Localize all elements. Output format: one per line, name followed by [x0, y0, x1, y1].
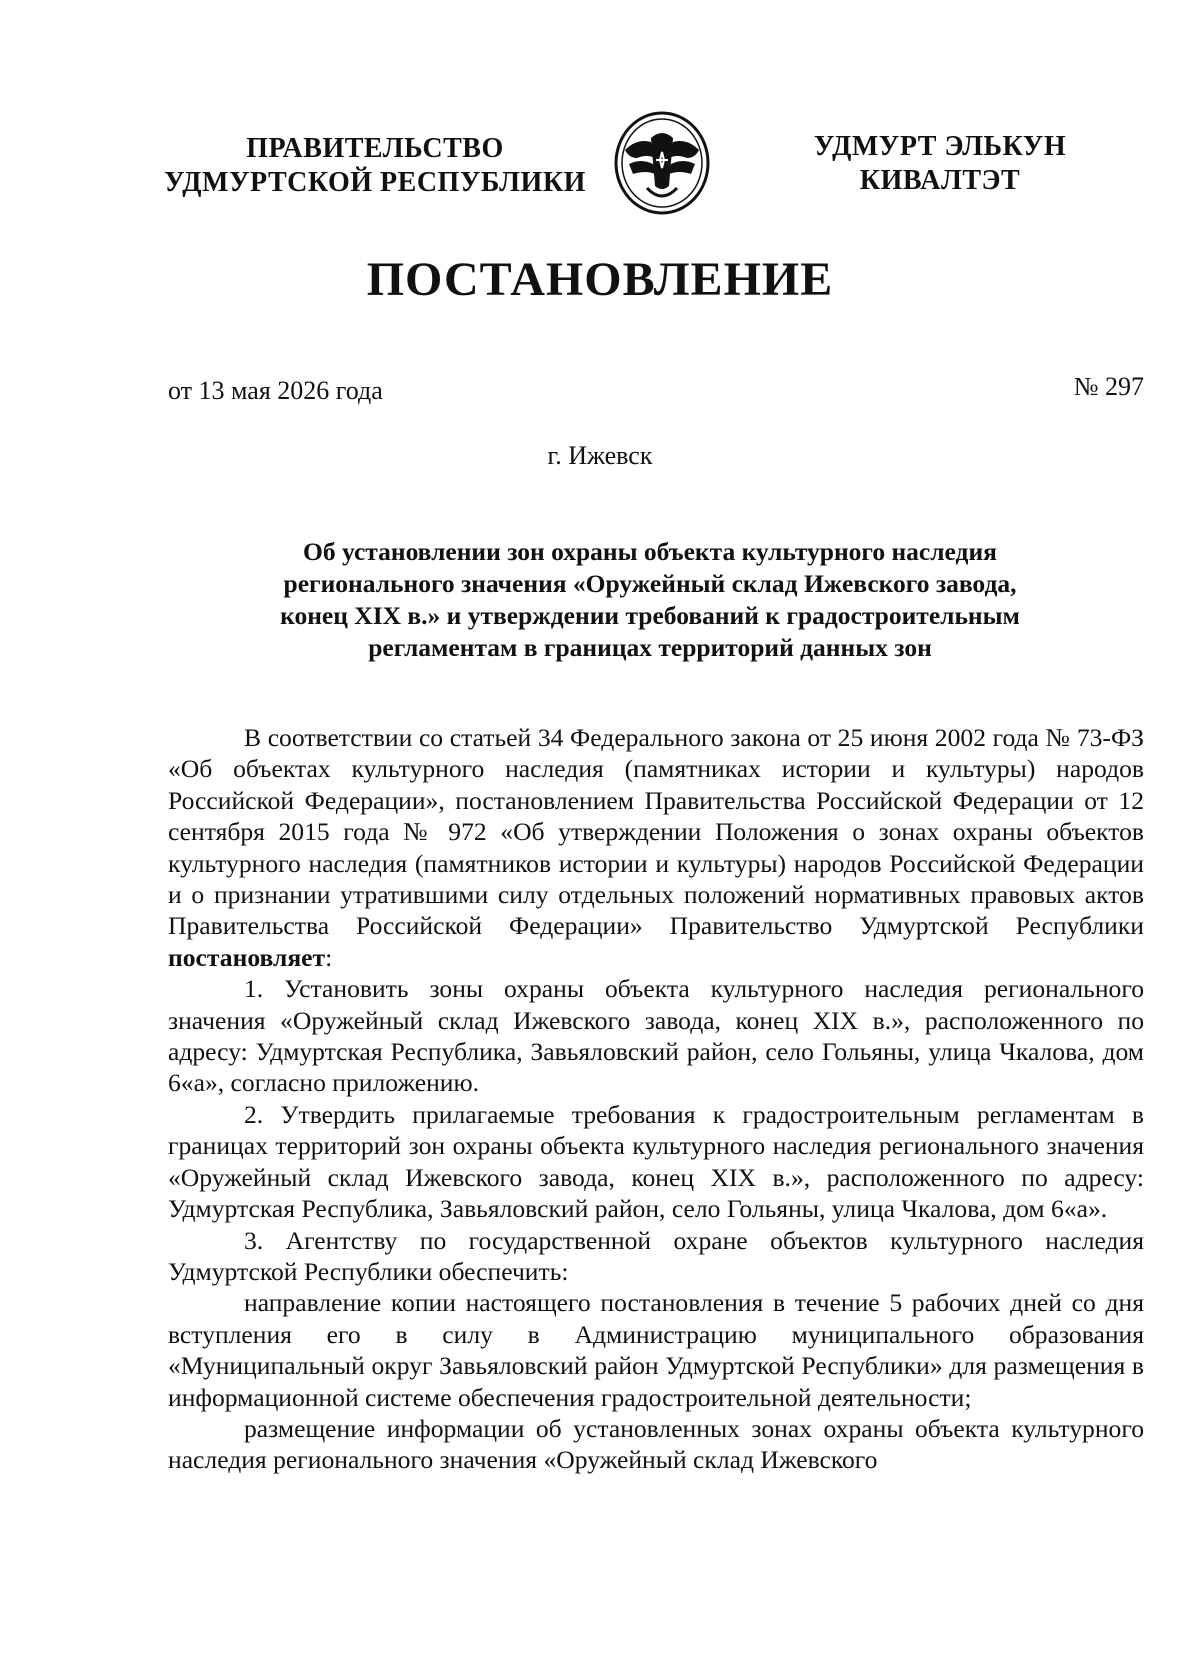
- document-date: от 13 мая 2026 года: [168, 376, 383, 405]
- header-udmurt-name: [790, 130, 1090, 198]
- header-right-line1: УДМУРТ ЭЛЬКУН: [813, 131, 1067, 162]
- paragraph-subitem-1: направление копии настоящего постановления в течение 5 рабочих дней со дня вступления его в силу в Администрацию муниципального образования «Муниципальный округ Завьяловский район Удмуртской Республики» для размещения в информационной системе обеспечения градостроительной деятельности;: [168, 1288, 1144, 1412]
- paragraph-preamble: [168, 722, 1144, 973]
- document-number: № 297: [1073, 372, 1144, 401]
- title-line: регламентам в границах территорий данных зон: [368, 633, 932, 662]
- title-line: регионального значения «Оружейный склад Ижевского завода,: [283, 569, 1017, 598]
- header-left-line1: ПРАВИТЕЛЬСТВО: [246, 133, 504, 164]
- header-right-line2: КИВАЛТЭТ: [859, 165, 1021, 196]
- title-line: конец XIX в.» и утверждении требований к градостроительным: [280, 601, 1020, 630]
- paragraph-subitem-2: размещение информации об установленных зонах охраны объекта культурного наследия регионального значения «Оружейный склад Ижевского: [168, 1413, 1144, 1475]
- udmurt-coat-of-arms-icon: [607, 108, 717, 218]
- paragraph-item-1: 1. Установить зоны охраны объекта культурного наследия регионального значения «Оружейный склад Ижевского завода, конец XIX в.», расположенного по адресу: Удмуртская Республика, Завьяловский район, село Гольяны, улица Чкалова, дом 6«а», согласно приложению.: [168, 974, 1144, 1098]
- paragraph-item-3: 3. Агентству по государственной охране объектов культурного наследия Удмуртской Республики обеспечить:: [168, 1225, 1144, 1286]
- header-russian-name: [160, 132, 590, 200]
- preamble-end: :: [325, 942, 333, 972]
- paragraph-item-2: 2. Утвердить прилагаемые требования к градостроительным регламентам в границах территорий зон охраны объекта культурного наследия регионального значения «Оружейный склад Ижевского завода, конец XIX в.», расположенного по адресу: Удмуртская Республика, Завьяловский район, село Гольяны, улица Чкалова, дом 6«а».: [168, 1099, 1144, 1224]
- document-body: [168, 722, 1144, 1476]
- document-title: [170, 536, 1130, 664]
- header-left-line2: УДМУРТСКОЙ РЕСПУБЛИКИ: [164, 167, 586, 198]
- title-line: Об установлении зон охраны объекта культурного наследия: [303, 537, 997, 566]
- document-type: ПОСТАНОВЛЕНИЕ: [366, 253, 834, 306]
- document-city: г. Ижевск: [547, 441, 653, 470]
- preamble-text: В соответствии со статьей 34 Федерального закона от 25 июня 2002 года № 73-ФЗ «Об объектах культурного наследия (памятниках истории и культуры) народов Российской Федерации», постановлением Правительства Российской Федерации от 12 сентября 2015 года № 972 «Об утверждении Положения о зонах охраны объектов культурного наследия (памятников истории и культуры) народов Российской Федерации и о признании утратившими силу отдельных положений нормативных правовых актов Правительства Российской Федерации» Правительство Удмуртской Республики: [168, 723, 1144, 941]
- preamble-resolves: постановляет: [168, 942, 326, 972]
